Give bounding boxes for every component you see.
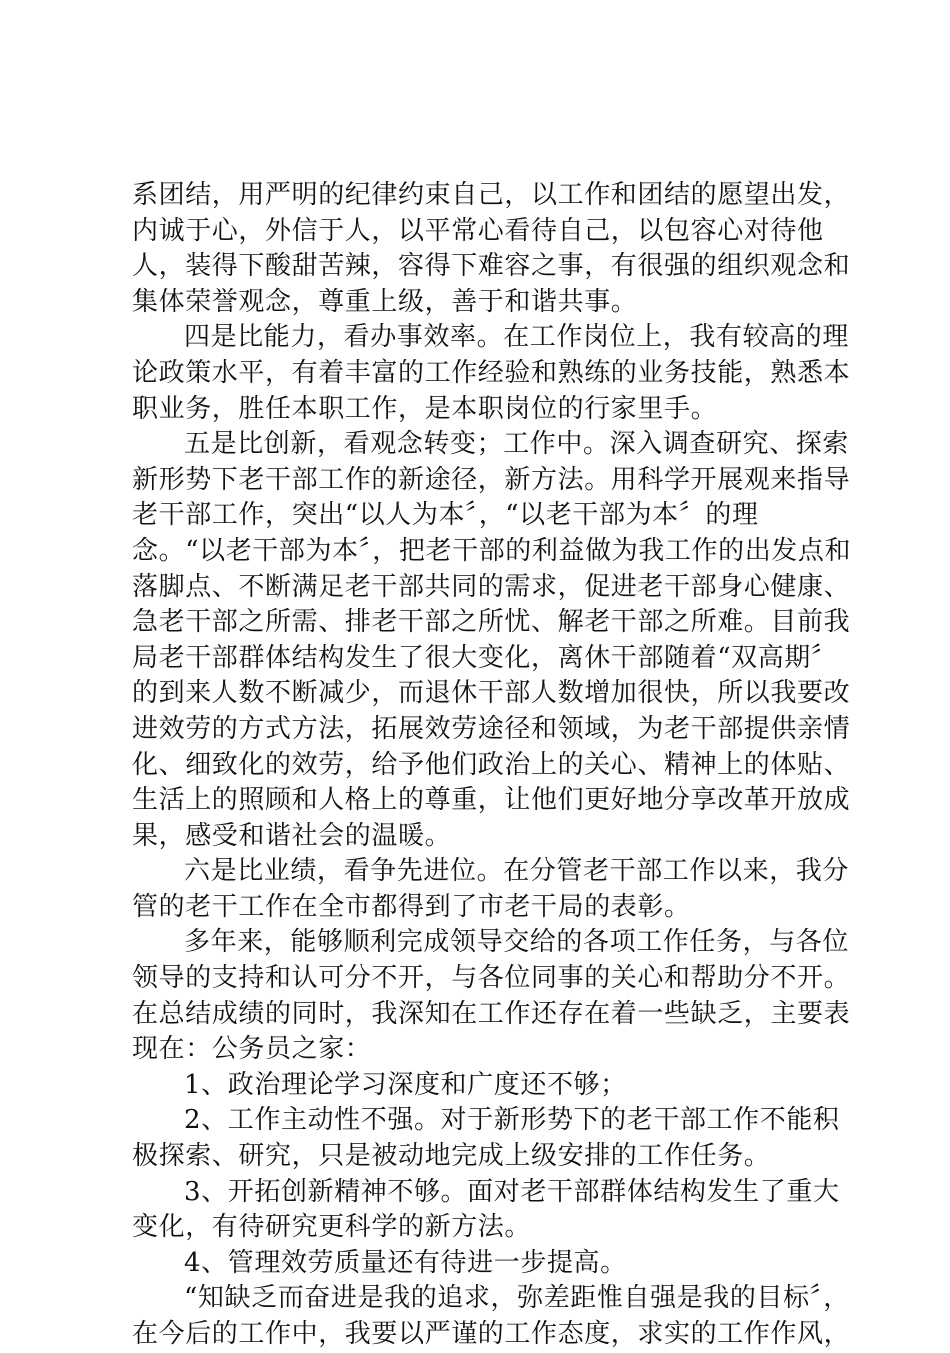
paragraph-2: 四是比能力，看办事效率。在工作岗位上，我有较高的理论政策水平，有着丰富的工作经验和熟练的业务技能，熟悉本职业务，胜任本职工作，是本职岗位的行家里手。 bbox=[132, 322, 851, 424]
paragraph-6: 1、政治理论学习深度和广度还不够； bbox=[184, 1069, 627, 1100]
paragraph-1: 系团结，用严明的纪律约束自己，以工作和团结的愿望出发，内诚于心，外信于人，以平常心看待自己，以包容心对待他人，装得下酸甜苦辣，容得下难容之事，有很强的组织观念和集体荣誉观念，尊重上级，善于和谐共事。 bbox=[132, 180, 851, 317]
paragraph-9: 4、管理效劳质量还有待进一步提高。 bbox=[184, 1247, 627, 1278]
paragraph-10: “知缺乏而奋进是我的追求，弥差距惟自强是我的目标〞，在今后的工作中，我要以严谨的工作态度，求实的工作作风， bbox=[132, 1283, 851, 1349]
paragraph-8: 3、开拓创新精神不够。面对老干部群体结构发生了重大变化，有待研究更科学的新方法。 bbox=[132, 1176, 840, 1243]
paragraph-5: 多年来，能够顺利完成领导交给的各项工作任务，与各位领导的支持和认可分不开，与各位同事的关心和帮助分不开。在总结成绩的同时，我深知在工作还存在着一些缺乏，主要表现在：公务员之家： bbox=[132, 927, 851, 1065]
paragraph-4: 六是比业绩，看争先进位。在分管老干部工作以来，我分管的老干工作在全市都得到了市老干局的表彰。 bbox=[132, 856, 850, 922]
paragraph-3: 五是比创新，看观念转变；工作中。深入调查研究、探索新形势下老干部工作的新途径，新方法。用科学开展观来指导老干部工作，突出“以人为本〞，“以老干部为本〞的理念。“以老干部为本〞，把老干部的利益做为我工作的出发点和落脚点、不断满足老干部共同的需求，促进老干部身心健康、急老干部之所需、排老干部之所忧、解老干部之所难。目前我局老干部群体结构发生了很大变化，离休干部随着“双高期〞的到来人数不断减少，而退休干部人数增加很快，所以我要改进效劳的方式方法，拓展效劳途径和领域，为老干部提供亲情化、细致化的效劳，给予他们政治上的关心、精神上的体贴、生活上的照顾和人格上的尊重，让他们更好地分享改革开放成果，感受和谐社会的温暖。 bbox=[132, 429, 852, 851]
paragraph-7: 2、工作主动性不强。对于新形势下的老干部工作不能积极探索、研究，只是被动地完成上级安排的工作任务。 bbox=[132, 1105, 840, 1172]
document-body bbox=[132, 178, 852, 1353]
